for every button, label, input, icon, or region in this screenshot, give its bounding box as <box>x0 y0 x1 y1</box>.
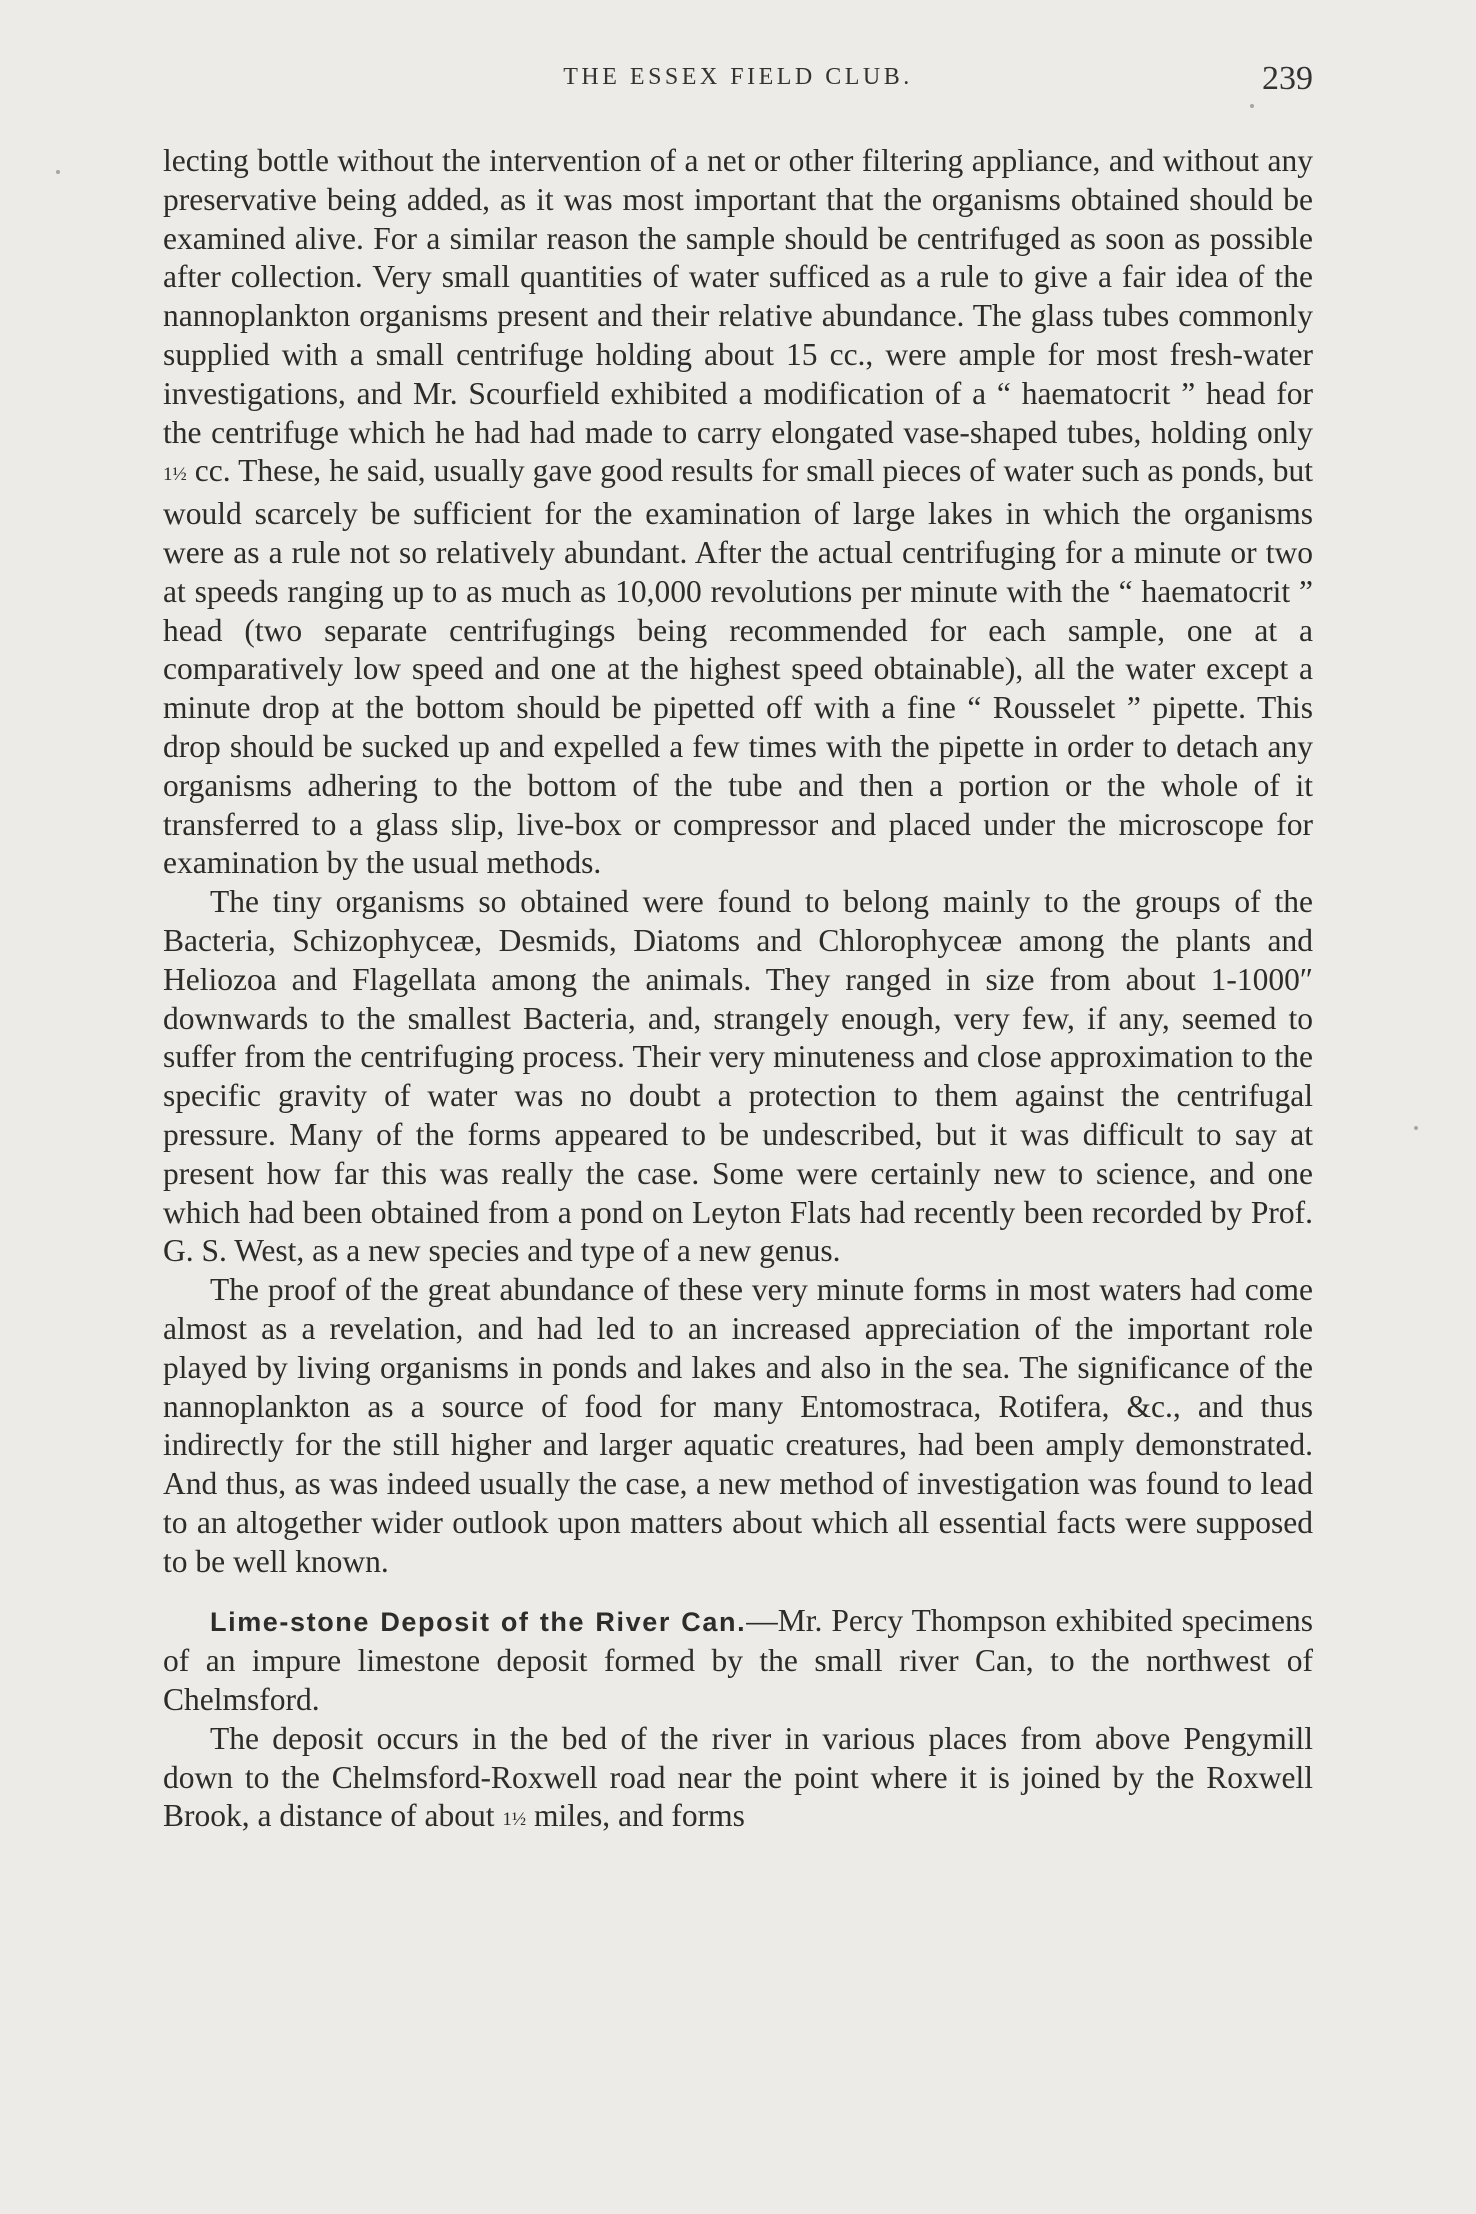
paragraph-text: lecting bottle without the intervention of a net or other filtering appliance, and without any preservative being added, as it was most important that the organisms obtained should be examined alive. For a similar reason the sample should be centrifuged as soon as possible after collection. Very small quantities of water sufficed as a rule to give a fair idea of the nannoplankton organisms present and their relative abundance. The glass tubes commonly supplied with a small centrifuge holding about 15 cc., were ample for most fresh-water investigations, and Mr. Scourfield exhibited a modification of a “ haematocrit ” head for the centrifuge which he had had made to carry elongated vase-shaped tubes, holding only <box>163 143 1313 450</box>
fraction-text: 1½ <box>502 1809 527 1831</box>
paragraph-organisms <box>163 883 1313 1271</box>
paragraph-text-continued: miles, and forms <box>526 1798 745 1834</box>
margin-speck <box>56 170 60 174</box>
paragraph-text: —Mr. Percy Thompson exhibited specimens of an impure limestone deposit formed by the small river Can, to the northwest of Chelmsford. <box>163 1603 1313 1718</box>
running-title: THE ESSEX FIELD CLUB. <box>563 64 913 90</box>
paragraph-text: The tiny organisms so obtained were found to belong mainly to the groups of the Bacteria, Schizophyceæ, Desmids, Diatoms and Chlorophyceæ among the plants and Heliozoa and Flagellata among the animals. They ranged in size from about 1-1000″ downwards to the smallest Bacteria, and, strangely enough, very few, if any, seemed to suffer from the centrifuging process. Their very minuteness and close approximation to the specific gravity of water was no doubt a protection to them against the centrifugal pressure. Many of the forms appeared to be undescribed, but it was difficult to say at present how far this was really the case. Some were certainly new to science, and one which had been obtained from a pond on Leyton Flats had recently been recorded by Prof. G. S. West, as a new species and type of a new genus. <box>163 884 1313 1269</box>
paragraph-abundance <box>163 1271 1313 1581</box>
paragraph-centrifuge-method <box>163 142 1313 883</box>
paragraph-limestone-deposit <box>163 1602 1313 1719</box>
paragraph-text: The deposit occurs in the bed of the river in various places from above Pengymill down to the Chelmsford-Roxwell road near the point where it is joined by the Roxwell Brook, a distance of about <box>163 1720 1313 1834</box>
fraction-text: 1½ <box>163 464 187 486</box>
paragraph-deposit-location <box>163 1720 1313 1840</box>
paragraph-text: The proof of the great abundance of these very minute forms in most waters had come almost as a revelation, and had led to an increased appreciation of the important role played by living organisms in ponds and lakes and also in the sea. The significance of the nannoplankton as a source of food for many Entomostraca, Rotifera, &c., and thus indirectly for the still higher and larger aquatic creatures, had been amply demonstrated. And thus, as was indeed usually the case, a new method of investigation was found to lead to an altogether wider outlook upon matters about which all essential facts were supposed to be well known. <box>163 1272 1313 1579</box>
paragraph-text-continued: cc. These, he said, usually gave good results for small pieces of water such as ponds, but would scarcely be sufficient for the examination of large lakes in which the organisms were as a rule not so relatively abundant. After the actual centrifuging for a minute or two at speeds ranging up to as much as 10,000 revolutions per minute with the “ haematocrit ” head (two separate centrifugings being recommended for each sample, one at a comparatively low speed and one at the highest speed obtainable), all the water except a minute drop at the bottom should be pipetted off with a fine “ Rousselet ” pipette. This drop should be sucked up and expelled a few times with the pipette in order to detach any organisms adhering to the bottom of the tube and then a portion or the whole of it transferred to a glass slip, live-box or compressor and placed under the microscope for examination by the usual methods. <box>163 453 1313 881</box>
body-text <box>163 142 1313 1840</box>
section-heading: Lime-stone Deposit of the River Can. <box>210 1607 747 1638</box>
margin-speck <box>1414 1126 1418 1130</box>
margin-speck <box>1250 104 1254 108</box>
page-number: 239 <box>1262 60 1313 97</box>
page-header <box>163 60 1313 110</box>
